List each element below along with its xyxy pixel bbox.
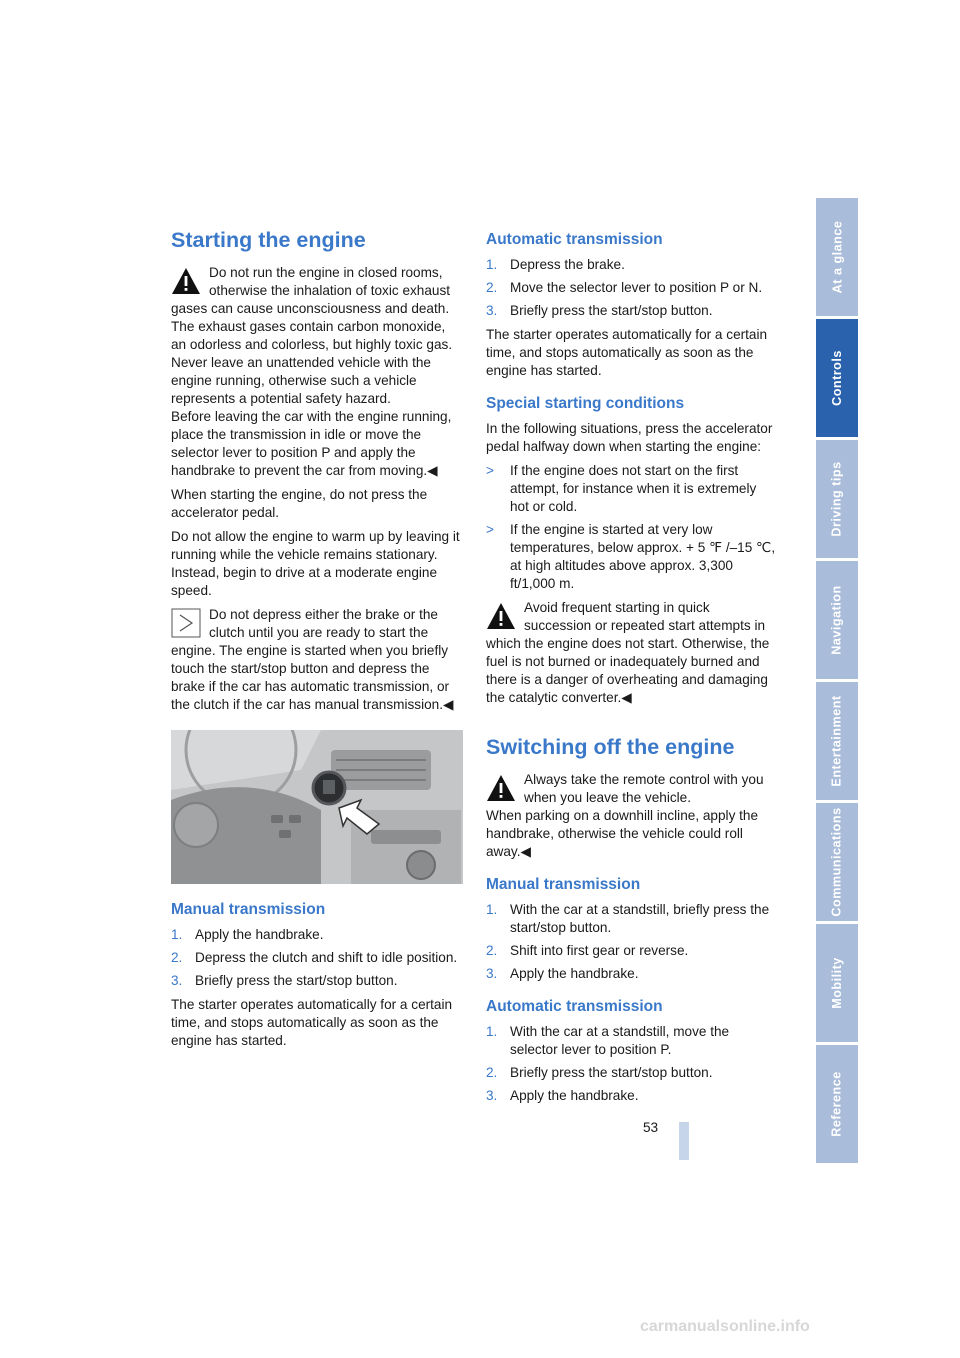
bullet-text: If the engine is started at very low temperatures, below approx. + 5 ℉ /–15 ℃, at high altitudes above approx. 3,300 ft/1,000 m. <box>510 522 776 591</box>
step-number: 3. <box>486 966 498 981</box>
manual-steps-list <box>171 926 463 990</box>
end-mark: ◀ <box>443 697 454 712</box>
step-number: 1. <box>486 257 498 272</box>
dashboard-image <box>171 730 463 884</box>
step-text: Apply the handbrake. <box>510 966 639 981</box>
step-text: Briefly press the start/stop button. <box>195 973 398 988</box>
note-icon <box>171 608 201 638</box>
tab-controls[interactable] <box>816 319 858 437</box>
bullet-text: If the engine does not start on the first attempt, for instance when it is extremely hot or cold. <box>510 463 757 514</box>
step-text: Shift into first gear or reverse. <box>510 943 689 958</box>
list-item <box>486 901 778 937</box>
step-text: With the car at a standstill, move the selector lever to position P. <box>510 1024 730 1057</box>
warning-frequent-start-text: Avoid frequent starting in quick succession or repeated start attempts in which the engine does not start. Otherwise, the fuel is not burned or inadequately burned and there is a danger of overheating and damaging the catalytic converter. <box>486 600 770 705</box>
step-number: 3. <box>486 303 498 318</box>
tab-label: Entertainment <box>830 695 845 787</box>
end-mark: ◀ <box>621 690 632 705</box>
list-item <box>486 462 778 516</box>
list-item <box>171 926 463 944</box>
list-item <box>171 972 463 990</box>
paragraph-accelerator: When starting the engine, do not press the accelerator pedal. <box>171 487 428 520</box>
paragraph-starter-auto: The starter operates automatically for a certain time, and stops automatically as soon as the engine has started. <box>486 327 768 378</box>
note-brake-clutch-text: Do not depress either the brake or the clutch until you are ready to start the engine. The engine is started when you briefly touch the start/stop button and depress the brake if the car has automatic transmission, or the clutch if the car has manual transmission. <box>171 607 450 712</box>
tab-label: Reference <box>830 1071 844 1137</box>
auto-steps-list <box>486 256 778 320</box>
step-number: 2. <box>486 1065 498 1080</box>
step-number: 1. <box>486 902 498 917</box>
step-text: Briefly press the start/stop button. <box>510 303 713 318</box>
subtitle-manual-transmission-off: Manual transmission <box>486 876 641 893</box>
warning-triangle-icon <box>486 773 516 803</box>
paragraph-starter-manual: The starter operates automatically for a certain time, and stops automatically as soon as the engine has started. <box>171 997 453 1048</box>
list-item <box>486 965 778 983</box>
warning-remote-rest: When parking on a downhill incline, apply the handbrake, otherwise the vehicle could roll away. <box>486 808 759 859</box>
list-item <box>486 302 778 320</box>
subtitle-special-starting: Special starting conditions <box>486 395 685 412</box>
warning-remote-lead: Always take the remote control with you when you leave the vehicle. <box>524 772 764 805</box>
list-item <box>171 949 463 967</box>
list-item <box>486 256 778 274</box>
page-number: 53 <box>643 1120 659 1135</box>
start-stop-button-illustration <box>171 730 463 884</box>
step-text: Depress the clutch and shift to idle position. <box>195 950 458 965</box>
bullet-marker: > <box>486 522 494 537</box>
step-text: Depress the brake. <box>510 257 625 272</box>
warning-triangle-icon <box>171 266 201 296</box>
list-item <box>486 1064 778 1082</box>
subtitle-automatic-transmission-off: Automatic transmission <box>486 998 663 1015</box>
list-item <box>486 279 778 297</box>
step-number: 2. <box>171 950 183 965</box>
page-marker-bar <box>679 1122 689 1160</box>
tab-label: At a glance <box>830 220 844 294</box>
list-item <box>486 521 778 593</box>
tab-communications[interactable] <box>816 803 858 921</box>
list-item <box>486 942 778 960</box>
subtitle-manual-transmission: Manual transmission <box>171 901 326 918</box>
step-text: Briefly press the start/stop button. <box>510 1065 713 1080</box>
tab-entertainment[interactable] <box>816 682 858 800</box>
step-number: 1. <box>171 927 183 942</box>
step-text: Move the selector lever to position P or N. <box>510 280 763 295</box>
tab-driving-tips[interactable] <box>816 440 858 558</box>
list-item <box>486 1023 778 1059</box>
section-title-switching-off: Switching off the engine <box>486 735 735 759</box>
section-title-starting: Starting the engine <box>171 228 366 252</box>
auto-off-steps-list <box>486 1023 778 1105</box>
tab-mobility[interactable] <box>816 924 858 1042</box>
end-mark: ◀ <box>520 844 531 859</box>
step-text: With the car at a standstill, briefly press the start/stop button. <box>510 902 770 935</box>
right-column <box>486 230 778 1111</box>
note-brake-clutch <box>171 606 463 714</box>
special-conditions-list <box>486 462 778 593</box>
step-number: 2. <box>486 280 498 295</box>
warning-frequent-start <box>486 599 778 707</box>
watermark: carmanualsonline.info <box>640 1318 810 1335</box>
tab-label: Mobility <box>830 957 845 1009</box>
warning-exhaust-lead: Do not run the engine in closed rooms, otherwise the inhalation of toxic exhaust gases can cause unconsciousness and death. <box>171 265 451 316</box>
paragraph-warmup: Do not allow the engine to warm up by leaving it running while the vehicle remains stationary. Instead, begin to drive at a moderate engine speed. <box>171 529 460 598</box>
tab-label: Driving tips <box>830 461 844 537</box>
paragraph-special-intro: In the following situations, press the accelerator pedal halfway down when starting the engine: <box>486 421 773 454</box>
step-number: 2. <box>486 943 498 958</box>
warning-exhaust-rest: The exhaust gases contain carbon monoxide, an odorless and colorless, but highly toxic gas. Never leave an unattended vehicle with the engine running, otherwise such a vehicle represents a potential safety hazard. <box>171 319 453 406</box>
manual-off-steps-list <box>486 901 778 983</box>
warning-triangle-icon <box>486 601 516 631</box>
warning-exhaust <box>171 264 463 480</box>
bullet-marker: > <box>486 463 494 478</box>
warning-remote-control <box>486 771 778 861</box>
tab-reference[interactable] <box>816 1045 858 1163</box>
tab-label: Controls <box>830 350 844 406</box>
tab-navigation[interactable] <box>816 561 858 679</box>
tab-label: Communications <box>830 807 845 917</box>
list-item <box>486 1087 778 1105</box>
tab-at-a-glance[interactable] <box>816 198 858 316</box>
step-number: 1. <box>486 1024 498 1039</box>
tab-label: Navigation <box>830 585 845 655</box>
step-number: 3. <box>171 973 183 988</box>
step-number: 3. <box>486 1088 498 1103</box>
step-text: Apply the handbrake. <box>195 927 324 942</box>
left-column <box>171 226 463 1056</box>
subtitle-automatic-transmission: Automatic transmission <box>486 231 663 248</box>
warning-exhaust-rest2: Before leaving the car with the engine running, place the transmission in idle or move the selector lever to position P and apply the handbrake to prevent the car from moving. <box>171 409 452 478</box>
end-mark: ◀ <box>427 463 438 478</box>
chapter-tabs <box>816 198 858 1166</box>
step-text: Apply the handbrake. <box>510 1088 639 1103</box>
